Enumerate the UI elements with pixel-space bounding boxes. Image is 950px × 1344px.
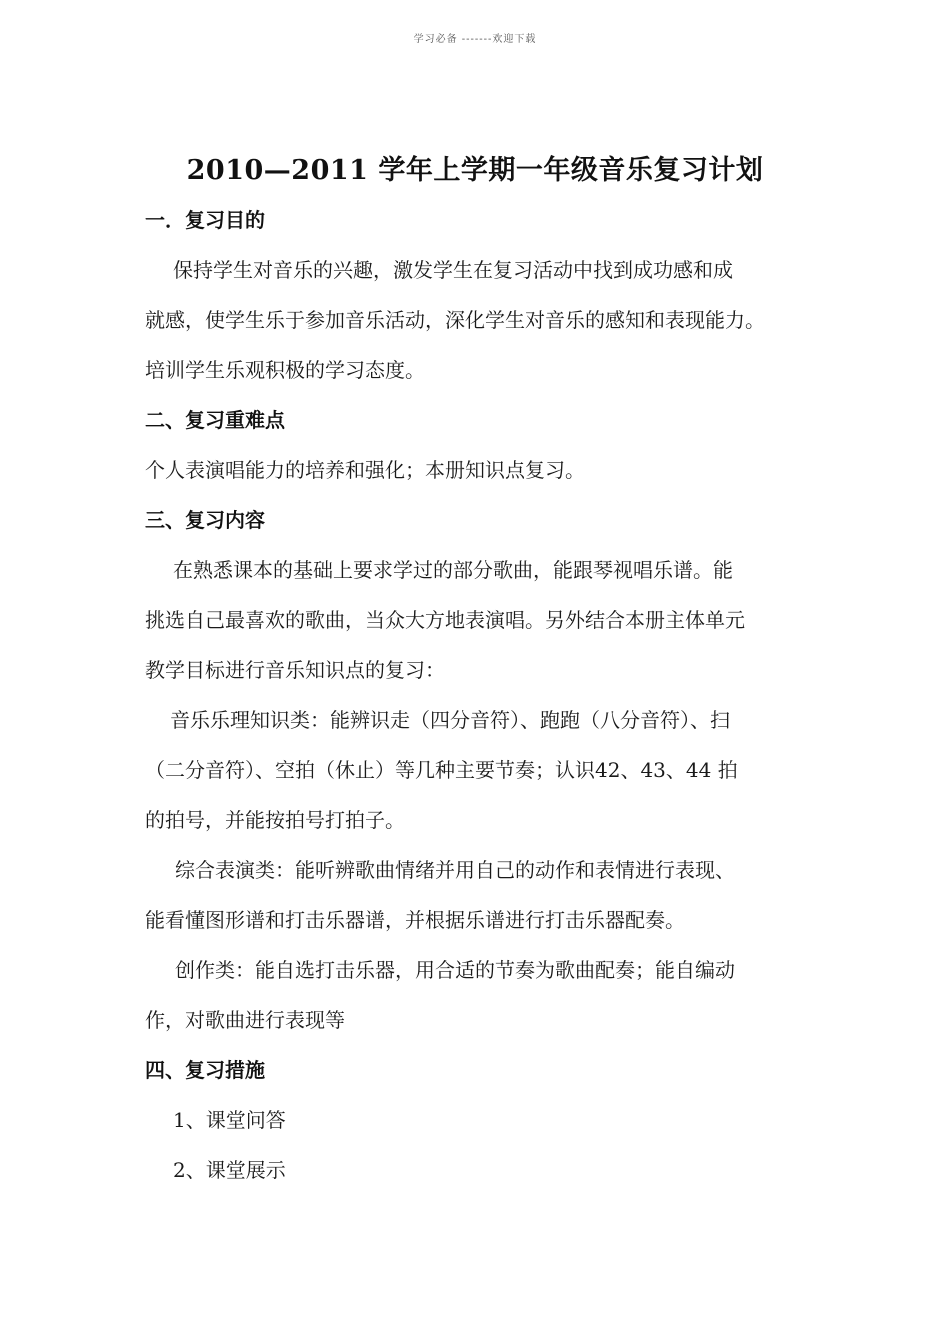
paragraph-line: 挑选自己最喜欢的歌曲，当众大方地表演唱。另外结合本册主体单元 — [145, 608, 745, 632]
document-title: 2010—2011 学年上学期一年级音乐复习计划 — [186, 155, 764, 186]
paragraph-line: 在熟悉课本的基础上要求学过的部分歌曲，能跟琴视唱乐谱。能 — [173, 558, 733, 582]
paragraph-line: 培训学生乐观积极的学习态度。 — [145, 358, 425, 382]
section-heading-key-points: 二、复习重难点 — [145, 408, 285, 432]
paragraph-line: 音乐乐理知识类：能辨识走（四分音符）、跑跑（八分音符）、扫 — [170, 708, 730, 732]
section-heading-measures: 四、复习措施 — [145, 1058, 265, 1082]
list-item: 1、课堂问答 — [173, 1108, 286, 1132]
paragraph-line: 就感，使学生乐于参加音乐活动，深化学生对音乐的感知和表现能力。 — [145, 308, 765, 332]
paragraph-line: 个人表演唱能力的培养和强化；本册知识点复习。 — [145, 458, 585, 482]
paragraph-line: 的拍号，并能按拍号打拍子。 — [145, 808, 405, 832]
paragraph-line: 创作类：能自选打击乐器，用合适的节奏为歌曲配奏；能自编动 — [175, 958, 735, 982]
paragraph-line: 保持学生对音乐的兴趣，激发学生在复习活动中找到成功感和成 — [173, 258, 733, 282]
header-watermark: 学习必备 -------欢迎下载 — [413, 34, 537, 45]
section-heading-content: 三、复习内容 — [145, 508, 265, 532]
paragraph-line: （二分音符）、空拍（休止）等几种主要节奏；认识42、43、44 拍 — [145, 758, 738, 782]
paragraph-line: 教学目标进行音乐知识点的复习： — [145, 658, 445, 682]
paragraph-line: 能看懂图形谱和打击乐器谱，并根据乐谱进行打击乐器配奏。 — [145, 908, 685, 932]
list-item: 2、课堂展示 — [173, 1158, 286, 1182]
paragraph-line: 作，对歌曲进行表现等 — [145, 1008, 345, 1032]
section-heading-purpose: 一．复习目的 — [145, 208, 265, 232]
paragraph-line: 综合表演类：能听辨歌曲情绪并用自己的动作和表情进行表现、 — [175, 858, 735, 882]
